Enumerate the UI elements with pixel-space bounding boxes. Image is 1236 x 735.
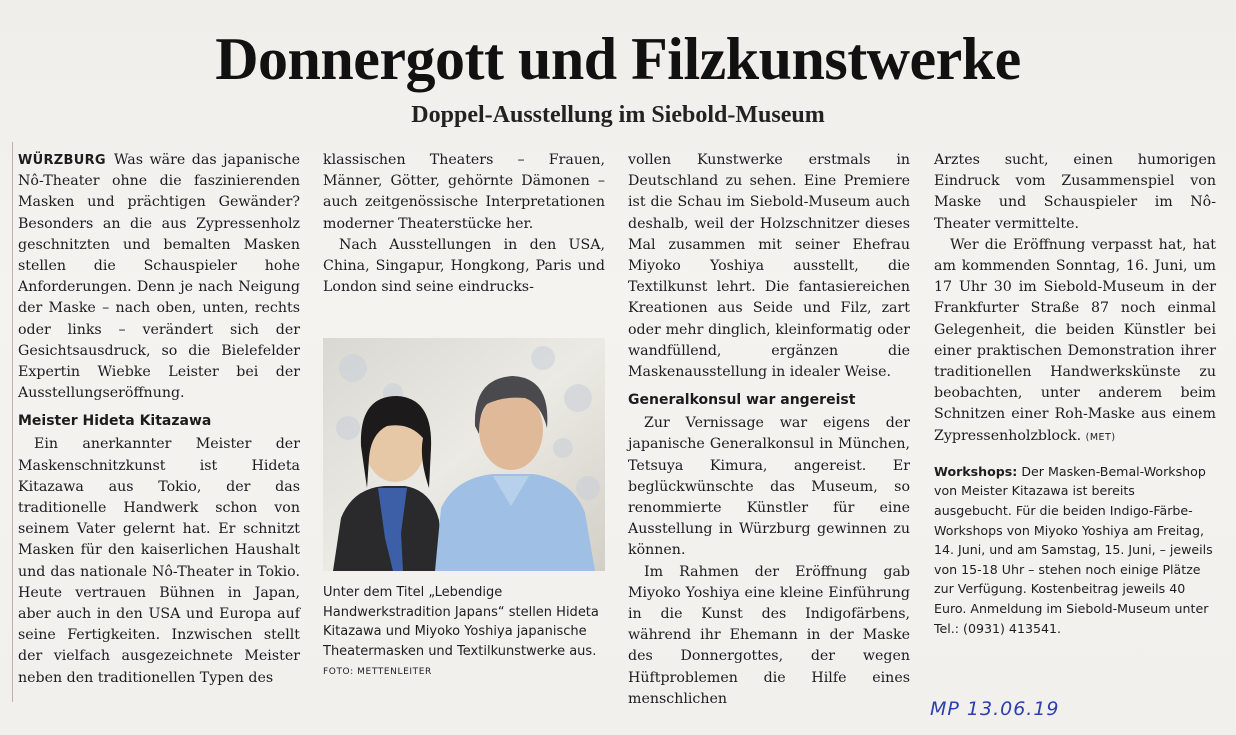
termin-text: Wer die Eröffnung verpasst hat, hat am kommenden Sonntag, 16. Juni, um 17 Uhr 30 im Siebold-Museum in der Frankfurter Straße 87 noch einmal Gelegenheit, die beiden Künstler bei einer praktischen Demonstration ihrer traditionellen Handwerkskünste zu beobachten, unter anderem beim Schnitzen einer Roh-Maske aus einem Zypressenholzblock. [934,236,1216,444]
lead-paragraph [18,150,300,404]
workshop-text: Der Masken-Bemal-Workshop von Meister Kitazawa ist bereits ausgebucht. Für die beiden Indigo-Färbe-Workshops von Miyoko Yoshiya am Freitag, 14. Juni, und am Samstag, 15. Juni, – jeweils von 15-18 Uhr – stehen noch einige Plätze zur Verfügung. Kostenbeitrag jeweils 40 Euro. Anmeldung im Siebold-Museum unter Tel.: (0931) 413541. [934,463,1213,636]
article-column-1 [18,150,300,689]
dateline: WÜRZBURG [18,153,106,168]
paragraph-eroeffnung: Im Rahmen der Eröffnung gab Miyoko Yoshiya eine kleine Einführung in die Kunst des Indigofärbens, während ihr Ehemann in der Maske des Donnergottes, der wegen Hüftproblemen die Hilfe eines menschlichen [628,563,910,707]
workshop-label: Workshops: [934,463,1018,479]
caption-text: Unter dem Titel „Lebendige Handwerkstradition Japans“ stellen Hideta Kitazawa und Miyoko Yoshiya japanische Theatermasken und Textilkunstwerke aus. [323,585,599,659]
handwritten-date-stamp: MP 13.06.19 [930,698,1060,720]
subtitle-meister: Meister Hideta Kitazawa [18,413,212,430]
subheadline: Doppel-Ausstellung im Siebold-Museum [411,102,825,128]
article-column-4 [934,150,1216,638]
paragraph-ausstellungen: Nach Ausstellungen in den USA, China, Singapur, Hongkong, Paris und London sind seine eindrucks- [323,236,605,296]
author-mark: (MET) [1085,431,1116,443]
paragraph-vernissage: Zur Vernissage war eigens der japanische Generalkonsul in München, Tetsuya Kimura, angereist. Er beglückwünschte das Museum, so renommierte Künstler für eine Ausstellung in Würzburg gewinnen zu können. [628,415,910,559]
article-column-2 [323,150,605,298]
paragraph-kitazawa: Ein anerkannter Meister der Maskenschnitzkunst ist Hideta Kitazawa aus Tokio, der das traditionelle Handwerk schon von seinem Vater gelernt hat. Er schnitzt Masken für den kaiserlichen Haushalt und das nationale Nô-Theater in Tokio. Heute vertrauen Bühnen in Japan, aber auch in den USA und Europa auf seine Fertigkeiten. Inzwischen stellt der vielfach ausgezeichnete Meister neben den traditionellen Typen des [18,436,300,686]
lead-text: Was wäre das japanische Nô-Theater ohne die faszinierenden Masken und prächtigen Gewänder? Besonders an die aus Zypressenholz geschnitzten und bemalten Masken stellen die Schauspieler hohe Anforderungen. Denn je nach Neigung der Maske – nach oben, unten, rechts oder links – verändert sich der Gesichtsausdruck, so die Bielefelder Expertin Wiebke Leister bei der Ausstellungseröffnung. [18,152,300,402]
paragraph-premiere: vollen Kunstwerke erstmals in Deutschland zu sehen. Eine Premiere ist die Schau im Siebold-Museum auch deshalb, weil der Holzschnitzer dieses Mal zusammen mit seiner Ehefrau Miyoko Yoshiya ausstellt, die Textilkunst lehrt. Die fantasiereichen Kreationen aus Seide und Filz, zart oder mehr dinglich, kleinformatig oder wandfüllend, ergänzen die Maskenausstellung in idealer Weise. [628,152,910,381]
headline: Donnergott und Filzkunstwerke [215,26,1021,92]
paragraph-theater: klassischen Theaters – Frauen, Männer, Götter, gehörnte Dämonen – auch zeitgenössische Interpretationen moderner Theaterstücke her. [323,152,605,232]
photo-artists-image [323,338,605,571]
paragraph-termin [934,235,1216,448]
artist-photo [323,338,605,571]
subtitle-generalkonsul: Generalkonsul war angereist [628,392,856,409]
workshop-box [934,462,1216,638]
article-column-3 [628,150,910,710]
photo-credit: FOTO: METTENLEITER [323,667,432,677]
paragraph-arzt: Arztes sucht, einen humorigen Eindruck vom Zusammenspiel von Maske und Schauspieler im Nô-Theater vermittelte. [934,152,1216,232]
photo-caption [323,583,605,683]
column-rule [12,142,13,702]
